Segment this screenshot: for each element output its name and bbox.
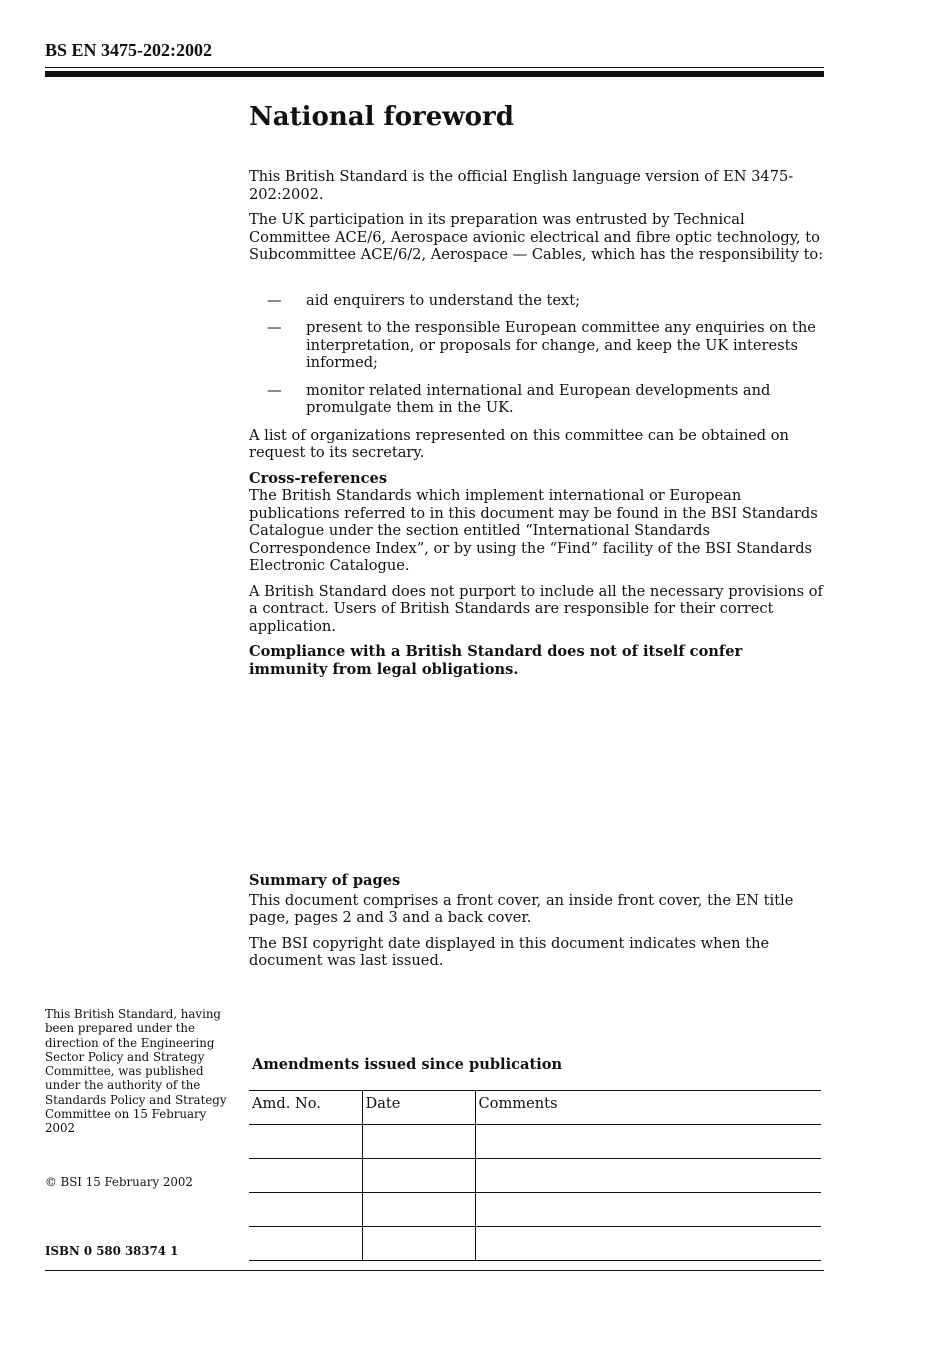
dash-bullet: —	[267, 291, 282, 309]
table-cell	[249, 1159, 362, 1193]
list-item	[249, 292, 824, 310]
contract-paragraph: A British Standard does not purport to include all the necessary provisions of a contract. Users of British Standards are responsible for their correct application.	[249, 582, 823, 635]
header-rule-thick	[45, 71, 824, 77]
table-cell	[362, 1227, 475, 1261]
table-cell	[475, 1159, 821, 1193]
table-cell	[362, 1193, 475, 1227]
dash-bullet: —	[267, 319, 282, 336]
table-cell	[475, 1193, 821, 1227]
list-item-text: aid enquirers to understand the text;	[306, 291, 581, 309]
responsibility-list	[249, 292, 824, 417]
copyright-notice: © BSI 15 February 2002	[45, 1175, 193, 1189]
column-header-date: Date	[362, 1091, 475, 1125]
summary-paragraph: This document comprises a front cover, an inside front cover, the EN title page, pages 2 and 3 and a back cover.	[249, 891, 794, 926]
summary-of-pages	[249, 872, 824, 978]
list-item	[249, 319, 824, 372]
table-cell	[249, 1193, 362, 1227]
copyright-date-paragraph: The BSI copyright date displayed in this document indicates when the document was last issued.	[249, 934, 770, 969]
list-item	[249, 382, 824, 417]
foreword-body	[249, 100, 824, 686]
page-title: National foreword	[249, 102, 514, 132]
list-item-text: present to the responsible European committee any enquiries on the interpretation, or proposals for change, and keep the UK interests informed;	[306, 319, 816, 371]
header-rule-thin	[45, 67, 824, 68]
dash-bullet: —	[267, 381, 282, 399]
isbn: ISBN 0 580 38374 1	[45, 1244, 179, 1258]
table-cell	[249, 1227, 362, 1261]
column-header-amd-no: Amd. No.	[249, 1091, 362, 1125]
table-cell	[475, 1125, 821, 1159]
crossref-paragraph: The British Standards which implement international or European publications referred to in this document may be found in the BSI Standards Catalogue under the section entitled “International Standards Correspondence Index”, or by using the “Find” facility of the BSI Standards Electronic Catalogue.	[249, 487, 818, 574]
table-row	[249, 1125, 821, 1159]
amendments-title: Amendments issued since publication	[252, 1056, 563, 1073]
participation-paragraph: The UK participation in its preparation was entrusted by Technical Committee ACE/6, Aerospace avionic electrical and fibre optic technology, to Subcommittee ACE/6/2, Aerospace — Cables, which has the responsibility to:	[249, 211, 824, 263]
table-row	[249, 1227, 821, 1261]
standard-id: BS EN 3475-202:2002	[45, 40, 213, 60]
footer-rule	[45, 1270, 824, 1271]
list-item-text: monitor related international and European developments and promulgate them in the UK.	[306, 381, 771, 416]
table-cell	[475, 1227, 821, 1261]
table-header-row	[249, 1091, 821, 1125]
amendments-table	[249, 1090, 821, 1261]
crossref-heading: Cross-references	[249, 469, 388, 487]
compliance-statement: Compliance with a British Standard does not of itself confer immunity from legal obligations.	[249, 643, 743, 678]
column-header-comments: Comments	[475, 1091, 821, 1125]
table-row	[249, 1193, 821, 1227]
organizations-paragraph: A list of organizations represented on this committee can be obtained on request to its secretary.	[249, 426, 789, 461]
table-cell	[362, 1125, 475, 1159]
publication-note: This British Standard, having been prepared under the direction of the Engineering Sector Policy and Strategy Committee, was published under the authority of the Standards Policy and Strategy Committee on 15 February 2002	[45, 1007, 227, 1136]
intro-paragraph: This British Standard is the official English language version of EN 3475-202:2002.	[249, 168, 794, 203]
summary-heading: Summary of pages	[249, 872, 401, 889]
table-row	[249, 1159, 821, 1193]
table-cell	[362, 1159, 475, 1193]
table-cell	[249, 1125, 362, 1159]
